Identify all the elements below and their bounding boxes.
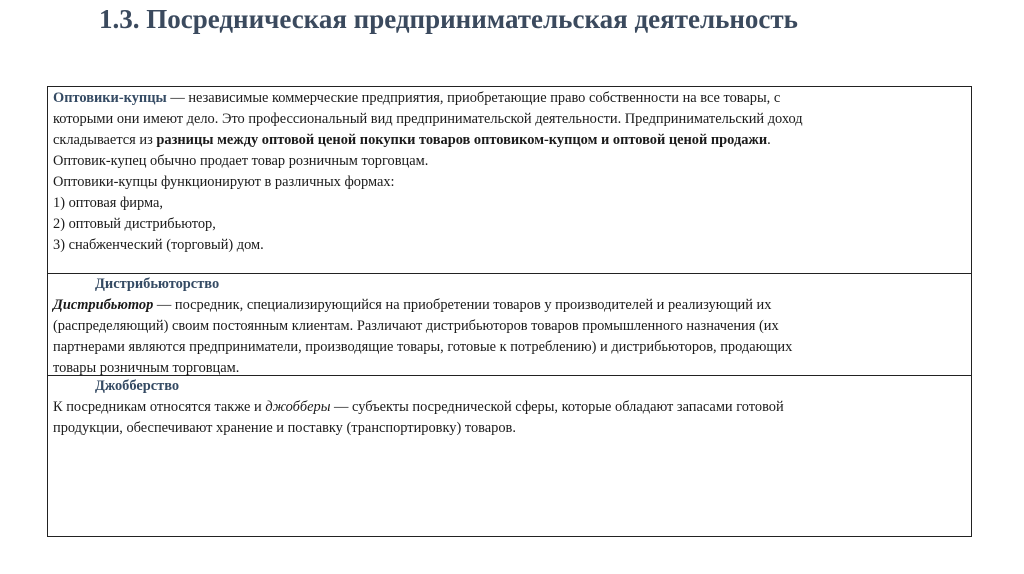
text-line <box>53 397 959 418</box>
content-table <box>47 86 972 537</box>
text-line <box>53 130 959 151</box>
section-jobbing <box>48 376 971 536</box>
term-jobbers: джобберы <box>265 399 331 415</box>
definition-text: — независимые коммерческие предприятия, приобретающие право собственности на все товары, с <box>166 90 781 106</box>
text-fragment: складывается из <box>53 132 157 148</box>
text-line: продукции, обеспечивают хранение и поставку (транспортировку) товаров. <box>53 420 516 436</box>
list-item: 1) оптовая фирма, <box>53 195 163 211</box>
section-heading-jobbing: Джобберство <box>95 378 180 394</box>
section-distribution <box>48 274 971 376</box>
text-line <box>53 295 959 316</box>
page-title: 1.3. Посредническая предпринимательская деятельность <box>99 4 798 34</box>
text-line: Оптовики-купцы функционируют в различных формах: <box>53 174 395 190</box>
highlighted-text: разницы между оптовой ценой покупки товаров оптовиком-купцом и оптовой ценой продажи <box>156 132 768 148</box>
section-wholesale-merchants <box>48 87 971 274</box>
text-line: которыми они имеют дело. Это профессиональный вид предпринимательской деятельности. Предпринимательский доход <box>53 111 803 127</box>
term-wholesale-merchants: Оптовики-купцы <box>53 90 167 106</box>
list-item: 3) снабженческий (торговый) дом. <box>53 237 264 253</box>
text-fragment: — субъекты посреднической сферы, которые обладают запасами готовой <box>330 399 784 415</box>
text-line: (распределяющий) своим постоянным клиентам. Различают дистрибьюторов товаров промышленного назначения (их <box>53 318 779 334</box>
text-fragment: К посредникам относятся также и <box>53 399 266 415</box>
text-fragment: . <box>767 132 771 148</box>
term-distributor: Дистрибьютор <box>53 297 154 313</box>
text-line: партнерами являются предприниматели, производящие товары, готовые к потреблению) и дистрибьюторов, продающих <box>53 339 793 355</box>
text-line: Оптовик-купец обычно продает товар розничным торговцам. <box>53 153 429 169</box>
text-line: товары розничным торговцам. <box>53 360 240 376</box>
text-line <box>53 88 959 109</box>
list-item: 2) оптовый дистрибьютор, <box>53 216 216 232</box>
definition-text: — посредник, специализирующийся на приобретении товаров у производителей и реализующий их <box>153 297 772 313</box>
section-heading-distribution: Дистрибьюторство <box>95 276 220 292</box>
